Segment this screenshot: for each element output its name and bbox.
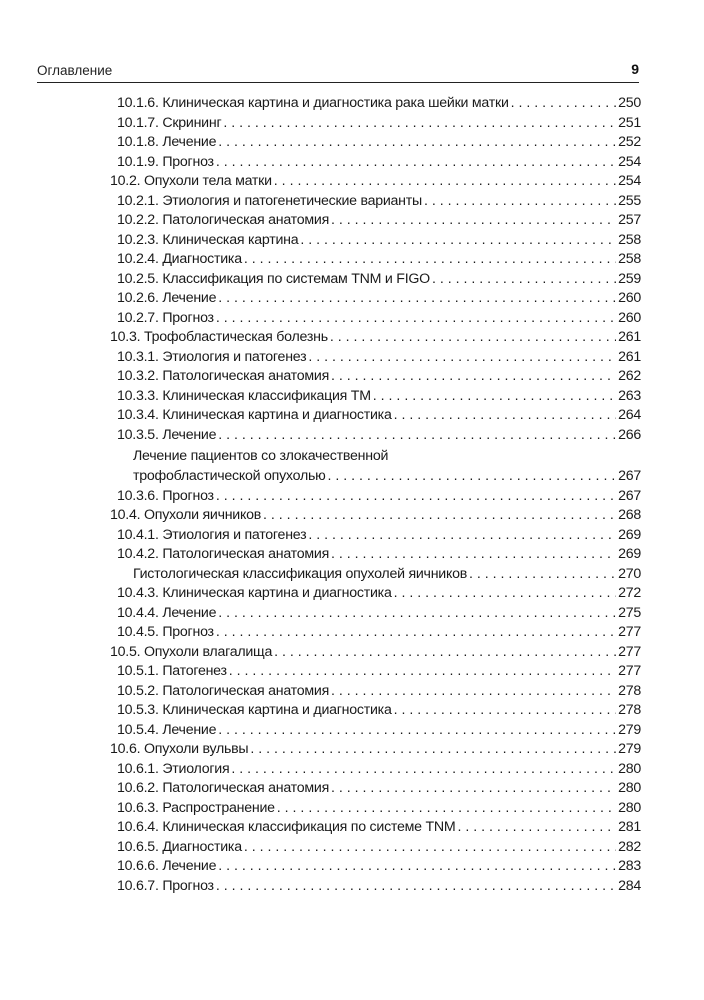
dot-leader [231,760,616,780]
dot-leader [328,467,617,487]
dot-leader [244,838,616,858]
toc-entry-page: 279 [618,721,641,738]
toc-entry[interactable] [117,133,641,153]
toc-entry[interactable] [117,153,641,173]
dot-leader [218,133,616,153]
dot-leader [250,740,616,760]
toc-entry[interactable] [117,192,641,212]
dot-leader [457,818,616,838]
toc-entry-title: 10.4.3. Клиническая картина и диагностика [117,585,392,601]
dot-leader [216,877,616,897]
toc-entry-title: 10.5.3. Клиническая картина и диагностика [117,702,392,718]
toc-entry[interactable] [110,506,641,526]
toc-entry-title: трофобластической опухолью [133,468,326,484]
toc-entry-page: 280 [618,799,641,816]
dot-leader [218,604,616,624]
toc-entry-title: 10.4.5. Прогноз [117,624,214,640]
toc-entry-page: 282 [618,838,641,855]
toc-entry[interactable] [117,623,641,643]
dot-leader [274,172,616,192]
toc-entry-title: 10.1.8. Лечение [117,134,217,150]
toc-entry[interactable] [117,584,641,604]
toc-entry-page: 268 [618,507,641,523]
toc-entry-title: 10.6.4. Клиническая классификация по системе TNM [117,819,456,835]
dot-leader [218,857,616,877]
toc-entry-title: 10.3.5. Лечение [117,426,217,443]
toc-entry-title: 10.6.1. Этиология [117,760,230,777]
toc-entry[interactable] [110,172,641,192]
toc-entry[interactable] [117,487,641,507]
toc-entry-page: 262 [618,368,641,384]
toc-entry-page: 260 [618,290,641,306]
toc-entry-page: 259 [618,270,641,287]
page-number: 9 [631,61,639,77]
toc-entry[interactable] [117,545,641,565]
toc-entry-page: 277 [618,643,641,660]
dot-leader [331,545,616,565]
toc-entry-page: 255 [618,192,641,209]
dot-leader [229,662,616,682]
toc-entry[interactable] [117,348,641,368]
toc-entry-title: 10.2.3. Клиническая картина [117,231,299,248]
toc-entry-title: 10.6.7. Прогноз [117,877,214,894]
toc-entry[interactable] [117,721,641,741]
toc-entry-title: Гистологическая классификация опухолей яичников [133,565,468,582]
toc-entry[interactable] [117,387,641,407]
toc-entry-title: 10.6.2. Патологическая анатомия [117,780,330,796]
toc-entry-title: 10.2.2. Патологическая анатомия [117,212,330,228]
toc-entry[interactable] [117,682,641,702]
toc-entry-title: 10.4.2. Патологическая анатомия [117,546,330,562]
toc-entry-title: 10.4.4. Лечение [117,604,217,621]
toc-entry-title: 10.4. Опухоли яичников [110,507,262,523]
toc-entry-page: 254 [618,173,641,189]
toc-entry-page: 283 [618,858,641,874]
toc-entry-page: 251 [618,114,641,131]
dot-leader [424,192,616,212]
dot-leader [274,643,616,663]
toc-entry-title: 10.6.5. Диагностика [117,838,242,855]
toc-entry-page: 254 [618,153,641,170]
toc-entry-page: 278 [618,682,641,699]
toc-entry-page: 280 [618,760,641,777]
dot-leader [394,701,616,721]
toc-entry[interactable] [117,94,641,114]
toc-entry[interactable] [117,309,641,329]
toc-entry-page: 267 [618,487,641,504]
toc-entry-title: 10.3.2. Патологическая анатомия [117,368,330,384]
toc-entry-title: 10.3.4. Клиническая картина и диагностика [117,407,392,423]
toc-entry[interactable] [117,779,641,799]
toc-entry[interactable] [117,799,641,819]
table-of-contents [110,94,641,896]
toc-entry[interactable] [117,406,641,426]
dot-leader [511,94,616,114]
toc-entry-page: 278 [618,702,641,718]
toc-entry-page: 284 [618,877,641,894]
dot-leader [394,406,616,426]
toc-entry-title: 10.6. Опухоли вульвы [110,741,249,757]
toc-entry[interactable] [133,565,641,585]
dot-leader [331,211,616,231]
toc-entry[interactable] [117,270,641,290]
toc-entry[interactable] [117,838,641,858]
dot-leader [218,289,616,309]
toc-entry-page: 275 [618,604,641,621]
dot-leader [277,799,616,819]
dot-leader [218,721,616,741]
toc-entry[interactable] [117,877,641,897]
dot-leader [244,250,616,270]
toc-entry-page: 258 [618,251,641,267]
dot-leader [432,270,616,290]
toc-entry-title: 10.6.3. Распространение [117,799,275,816]
toc-entry-page: 266 [618,426,641,443]
toc-entry-page: 272 [618,585,641,601]
toc-entry-title: 10.3.3. Клиническая классификация ТМ [117,387,371,404]
toc-entry-page: 277 [618,663,641,679]
dot-leader [216,623,616,643]
toc-entry-title: 10.3.6. Прогноз [117,487,214,504]
toc-entry-page: 277 [618,624,641,640]
toc-entry-title: 10.4.1. Этиология и патогенез [117,526,307,543]
toc-entry-title: 10.2.6. Лечение [117,290,217,306]
toc-entry-title: 10.2.7. Прогноз [117,309,214,326]
toc-entry-title: 10.2.5. Классификация по системам TNM и FIGO [117,270,430,287]
toc-entry-title: 10.2.4. Диагностика [117,251,242,267]
dot-leader [331,682,616,702]
toc-entry-title: 10.2. Опухоли тела матки [110,173,272,189]
toc-entry-page: 260 [618,309,641,326]
toc-entry-title: 10.5. Опухоли влагалища [110,643,273,660]
toc-entry-title: 10.5.4. Лечение [117,721,217,738]
dot-leader [308,348,616,368]
toc-entry[interactable] [117,426,641,446]
toc-entry-page: 269 [618,526,641,543]
dot-leader [300,231,616,251]
dot-leader [469,565,616,585]
toc-entry[interactable] [117,662,641,682]
toc-entry[interactable] [133,467,641,487]
running-header-title: Оглавление [37,63,113,78]
toc-entry[interactable] [117,857,641,877]
toc-entry-page: 264 [618,407,641,423]
toc-entry[interactable] [133,445,641,467]
toc-entry-page: 280 [618,780,641,796]
dot-leader [394,584,616,604]
toc-entry-page: 279 [618,741,641,757]
dot-leader [331,367,616,387]
toc-entry-page: 281 [618,819,641,835]
toc-entry-title: 10.1.9. Прогноз [117,153,214,170]
dot-leader [216,309,616,329]
dot-leader [373,387,616,407]
toc-entry-title: 10.3.1. Этиология и патогенез [117,348,307,365]
dot-leader [223,114,616,134]
toc-entry-page: 261 [618,348,641,365]
toc-entry[interactable] [117,818,641,838]
toc-entry-page: 257 [618,212,641,228]
toc-entry[interactable] [117,114,641,134]
toc-entry[interactable] [117,526,641,546]
toc-entry-title: 10.5.1. Патогенез [117,663,227,679]
toc-entry[interactable] [117,604,641,624]
toc-entry[interactable] [110,328,641,348]
dot-leader [218,426,616,446]
dot-leader [216,487,616,507]
dot-leader [216,153,616,173]
toc-entry[interactable] [117,211,641,231]
toc-entry-title: 10.6.6. Лечение [117,858,217,874]
toc-entry-title: Лечение пациентов со злокачественной [133,448,389,464]
toc-entry-page: 263 [618,387,641,404]
toc-entry-page: 261 [618,329,641,345]
toc-entry-title: 10.3. Трофобластическая болезнь [110,329,328,345]
toc-entry-page: 250 [618,95,641,111]
toc-entry-page: 252 [618,134,641,150]
toc-entry[interactable] [117,760,641,780]
toc-entry-title: 10.1.6. Клиническая картина и диагностика рака шейки матки [117,95,509,111]
dot-leader [263,506,616,526]
toc-entry[interactable] [110,740,641,760]
dot-leader [308,526,616,546]
toc-entry-title: 10.2.1. Этиология и патогенетические варианты [117,192,422,209]
toc-entry[interactable] [117,231,641,251]
toc-entry-page: 258 [618,231,641,248]
toc-entry[interactable] [117,289,641,309]
running-header [37,60,639,83]
dot-leader [331,779,616,799]
toc-entry[interactable] [117,250,641,270]
toc-entry-page: 267 [618,468,641,484]
toc-entry-page: 270 [618,565,641,582]
toc-entry[interactable] [110,643,641,663]
toc-entry[interactable] [117,701,641,721]
toc-entry-title: 10.5.2. Патологическая анатомия [117,682,330,699]
toc-entry-page: 269 [618,546,641,562]
toc-entry-title: 10.1.7. Скрининг [117,114,222,131]
dot-leader [330,328,616,348]
toc-entry[interactable] [117,367,641,387]
